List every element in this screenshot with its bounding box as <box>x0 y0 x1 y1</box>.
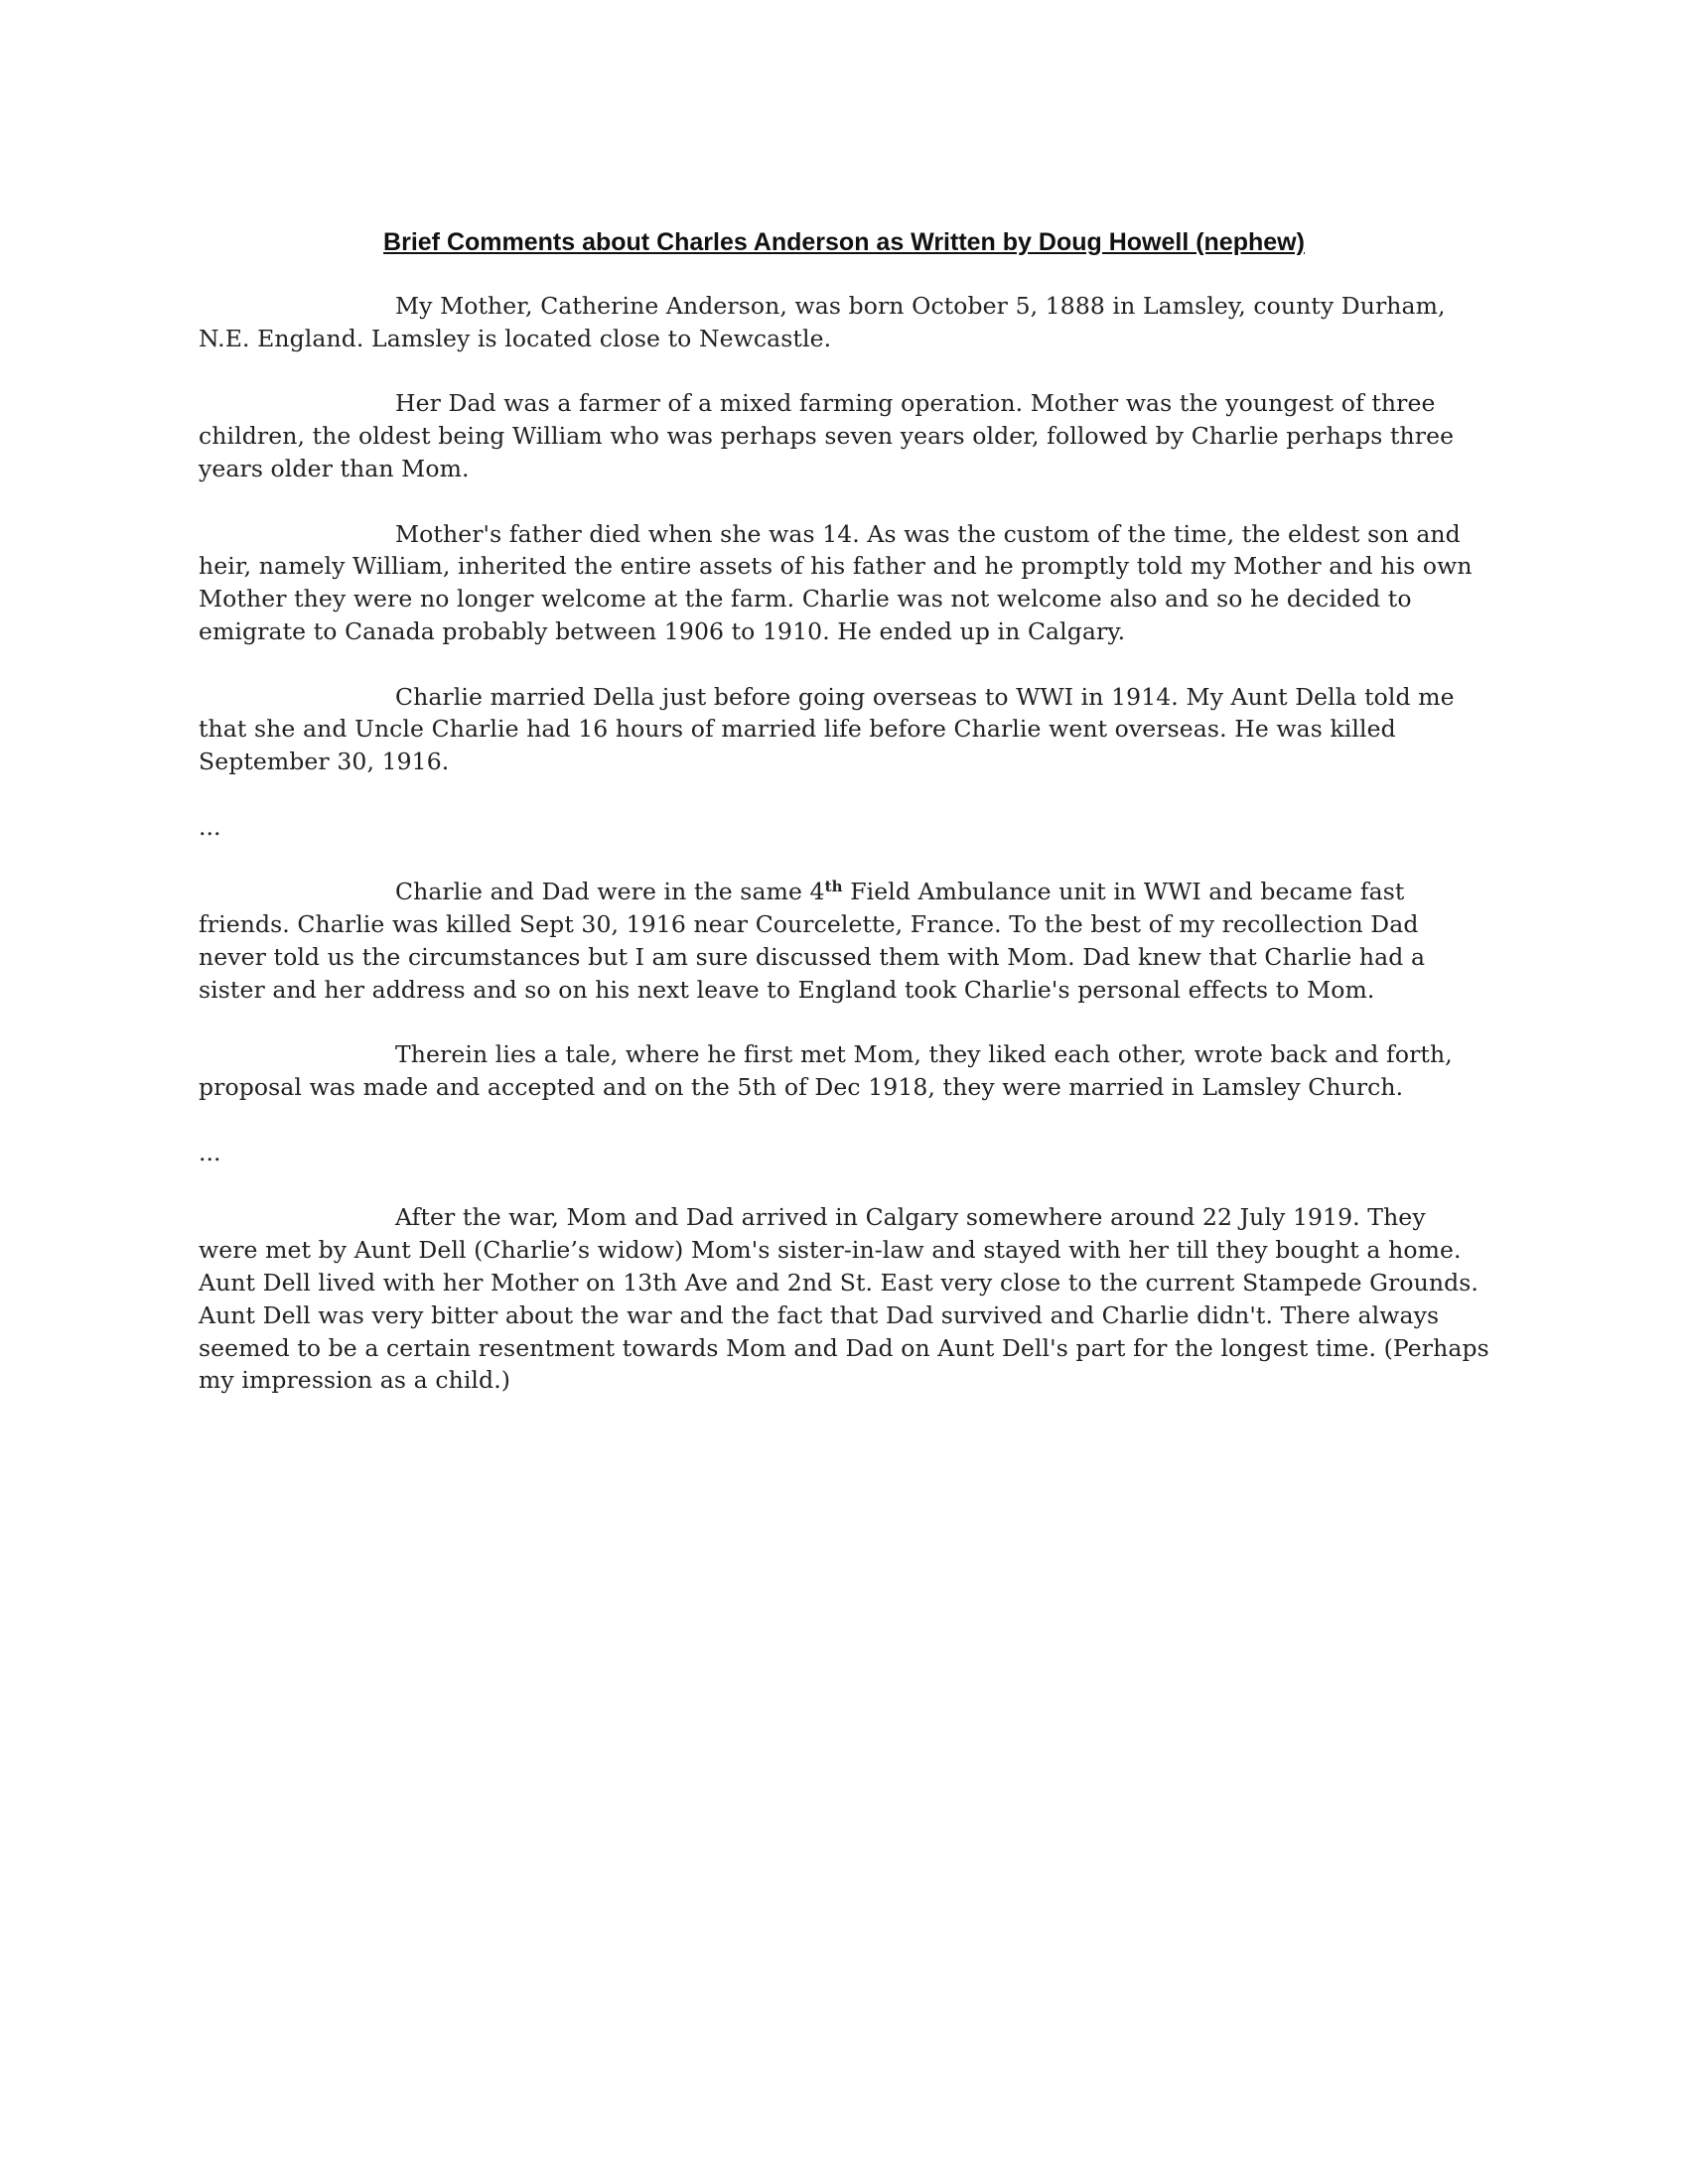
ellipsis-break: ... <box>199 812 221 841</box>
paragraph-field-ambulance-rest: Field Ambulance unit in WWI and became fast friends. Charlie was killed Sept 30, 1916 near Courcelette, France. To the best of my recollection Dad never told us the circumstances but I am sure discussed them with Mom. Dad knew that Charlie had a sister and her address and so on his next leave to England took Charlie's personal effects to Mom. <box>199 878 1426 1004</box>
paragraph-birth: My Mother, Catherine Anderson, was born October 5, 1888 in Lamsley, county Durham, N.E. England. Lamsley is located close to Newcastle. <box>199 292 1446 352</box>
ellipsis-break: ... <box>199 1138 221 1166</box>
paragraph-after-war: After the war, Mom and Dad arrived in Calgary somewhere around 22 July 1919. They were met by Aunt Dell (Charlie’s widow) Mom's sister-in-law and stayed with her till they bought a home. Aunt Dell lived with her Mother on 13th Ave and 2nd St. East very close to the current Stampede Grounds. Aunt Dell was very bitter about the war and the fact that Dad survived and Charlie didn't. There always seemed to be a certain resentment towards Mom and Dad on Aunt Dell's part for the longest time. (Perhaps my impression as a child.) <box>199 1203 1489 1395</box>
paragraph-tale: Therein lies a tale, where he first met Mom, they liked each other, wrote back and forth, proposal was made and accepted and on the 5th of Dec 1918, they were married in Lamsley Church. <box>199 1040 1453 1102</box>
document-title: Brief Comments about Charles Anderson as Written by Doug Howell (nephew) <box>383 228 1305 256</box>
paragraph-inheritance: Mother's father died when she was 14. As was the custom of the time, the eldest son and heir, namely William, inherited the entire assets of his father and he promptly told my Mother and his own Mother they were no longer welcome at the farm. Charlie was not welcome also and so he decided to emigrate to Canada probably between 1906 to 1910. He ended up in Calgary. <box>199 519 1473 645</box>
paragraph-field-ambulance-start: Charlie and Dad were in the same 4 <box>395 878 825 906</box>
paragraph-marriage: Charlie married Della just before going overseas to WWI in 1914. My Aunt Della told me that she and Uncle Charlie had 16 hours of married life before Charlie went overseas. He was killed September 30, 1916. <box>199 682 1455 776</box>
paragraph-field-ambulance <box>199 876 1489 1006</box>
paragraph-family: Her Dad was a farmer of a mixed farming operation. Mother was the youngest of three children, the oldest being William who was perhaps seven years older, followed by Charlie perhaps three years older than Mom. <box>199 389 1455 482</box>
document-body <box>199 226 1489 1430</box>
ordinal-superscript: th <box>824 878 843 896</box>
